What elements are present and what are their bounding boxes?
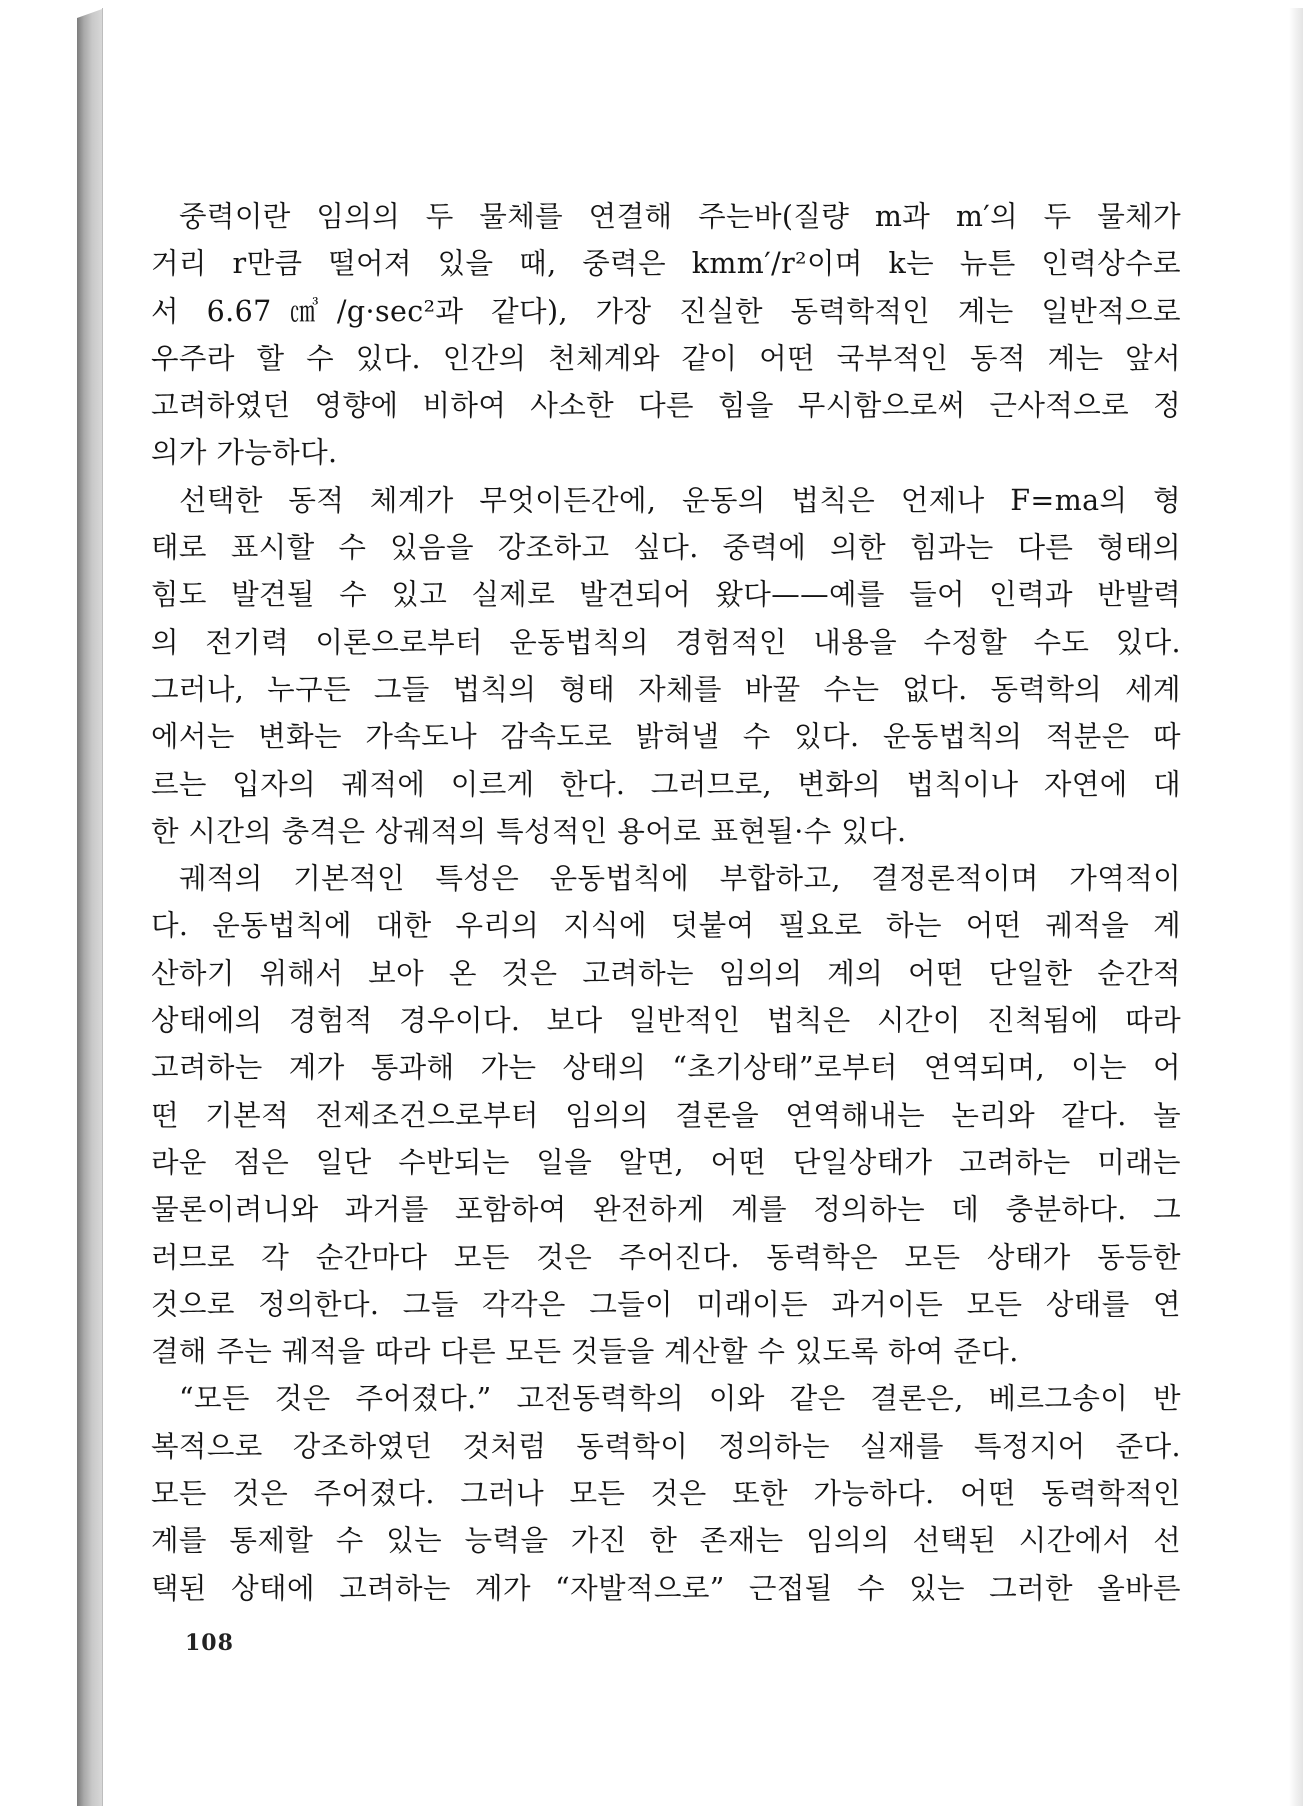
text-line: 한 시간의 충격은 상궤적의 특성적인 용어로 표현될·수 있다. — [151, 814, 907, 848]
text-line: 고려하는 계가 통과해 가는 상태의 “초기상태”로부터 연역되며, 이는 어 — [151, 1051, 1181, 1085]
text-line: 궤적의 기본적인 특성은 운동법칙에 부합하고, 결정론적이며 가역적이 — [179, 862, 1181, 896]
text-line: 힘도 발견될 수 있고 실제로 발견되어 왔다——예를 들어 인력과 반발력 — [151, 578, 1181, 612]
text-line: 떤 기본적 전제조건으로부터 임의의 결론을 연역해내는 논리와 같다. 놀 — [151, 1098, 1181, 1132]
text-line: 모든 것은 주어졌다. 그러나 모든 것은 또한 가능하다. 어떤 동력학적인 — [151, 1477, 1181, 1511]
book-spine-edge — [77, 8, 105, 1806]
text-line: 택된 상태에 고려하는 계가 “자발적으로” 근접될 수 있는 그러한 올바른 — [151, 1571, 1181, 1605]
text-line: 의가 가능하다. — [151, 436, 338, 470]
text-line: 결해 주는 궤적을 따라 다른 모든 것들을 계산할 수 있도록 하여 준다. — [151, 1335, 1019, 1369]
page-number: 108 — [185, 1630, 234, 1656]
text-line: 복적으로 강조하였던 것처럼 동력학이 정의하는 실재를 특정지어 준다. — [151, 1429, 1181, 1463]
text-line: 산하기 위해서 보아 온 것은 고려하는 임의의 계의 어떤 단일한 순간적 — [151, 956, 1181, 990]
text-line: 고려하였던 영향에 비하여 사소한 다른 힘을 무시함으로써 근사적으로 정 — [151, 389, 1181, 423]
text-line: 우주라 할 수 있다. 인간의 천체계와 같이 어떤 국부적인 동적 계는 앞서 — [151, 341, 1181, 375]
text-line: 거리 r만큼 떨어져 있을 때, 중력은 kmm′/r²이며 k는 뉴튼 인력상수로 — [151, 247, 1181, 281]
text-line: 물론이려니와 과거를 포함하여 완전하게 계를 정의하는 데 충분하다. 그 — [151, 1193, 1181, 1227]
text-line: 중력이란 임의의 두 물체를 연결해 주는바(질량 m과 m′의 두 물체가 — [179, 200, 1181, 233]
text-line: 라운 점은 일단 수반되는 일을 알면, 어떤 단일상태가 고려하는 미래는 — [151, 1145, 1181, 1179]
text-line: 상태에의 경험적 경우이다. 보다 일반적인 법칙은 시간이 진척됨에 따라 — [151, 1004, 1181, 1038]
text-line: 르는 입자의 궤적에 이르게 한다. 그러므로, 변화의 법칙이나 자연에 대 — [151, 767, 1181, 801]
text-line: 서 6.67㎤/g·sec²과 같다), 가장 진실한 동력학적인 계는 일반적으로 — [151, 294, 1181, 328]
body-text — [151, 193, 1181, 1612]
text-line: 다. 운동법칙에 대한 우리의 지식에 덧붙여 필요로 하는 어떤 궤적을 계 — [151, 909, 1181, 943]
text-line: 계를 통제할 수 있는 능력을 가진 한 존재는 임의의 선택된 시간에서 선 — [151, 1524, 1181, 1558]
text-line: 선택한 동적 체계가 무엇이든간에, 운동의 법칙은 언제나 F=ma의 형 — [179, 483, 1181, 517]
text-line: “모든 것은 주어졌다.” 고전동력학의 이와 같은 결론은, 베르그송이 반 — [179, 1382, 1181, 1416]
text-line: 의 전기력 이론으로부터 운동법칙의 경험적인 내용을 수정할 수도 있다. — [151, 625, 1181, 659]
page-edge-shade — [1289, 8, 1303, 1806]
text-line: 그러나, 누구든 그들 법칙의 형태 자체를 바꿀 수는 없다. 동력학의 세계 — [151, 672, 1181, 706]
text-line: 것으로 정의한다. 그들 각각은 그들이 미래이든 과거이든 모든 상태를 연 — [151, 1287, 1181, 1321]
text-line: 러므로 각 순간마다 모든 것은 주어진다. 동력학은 모든 상태가 동등한 — [151, 1240, 1181, 1274]
text-line: 에서는 변화는 가속도나 감속도로 밝혀낼 수 있다. 운동법칙의 적분은 따 — [151, 720, 1181, 754]
text-line: 태로 표시할 수 있음을 강조하고 싶다. 중력에 의한 힘과는 다른 형태의 — [151, 531, 1181, 565]
